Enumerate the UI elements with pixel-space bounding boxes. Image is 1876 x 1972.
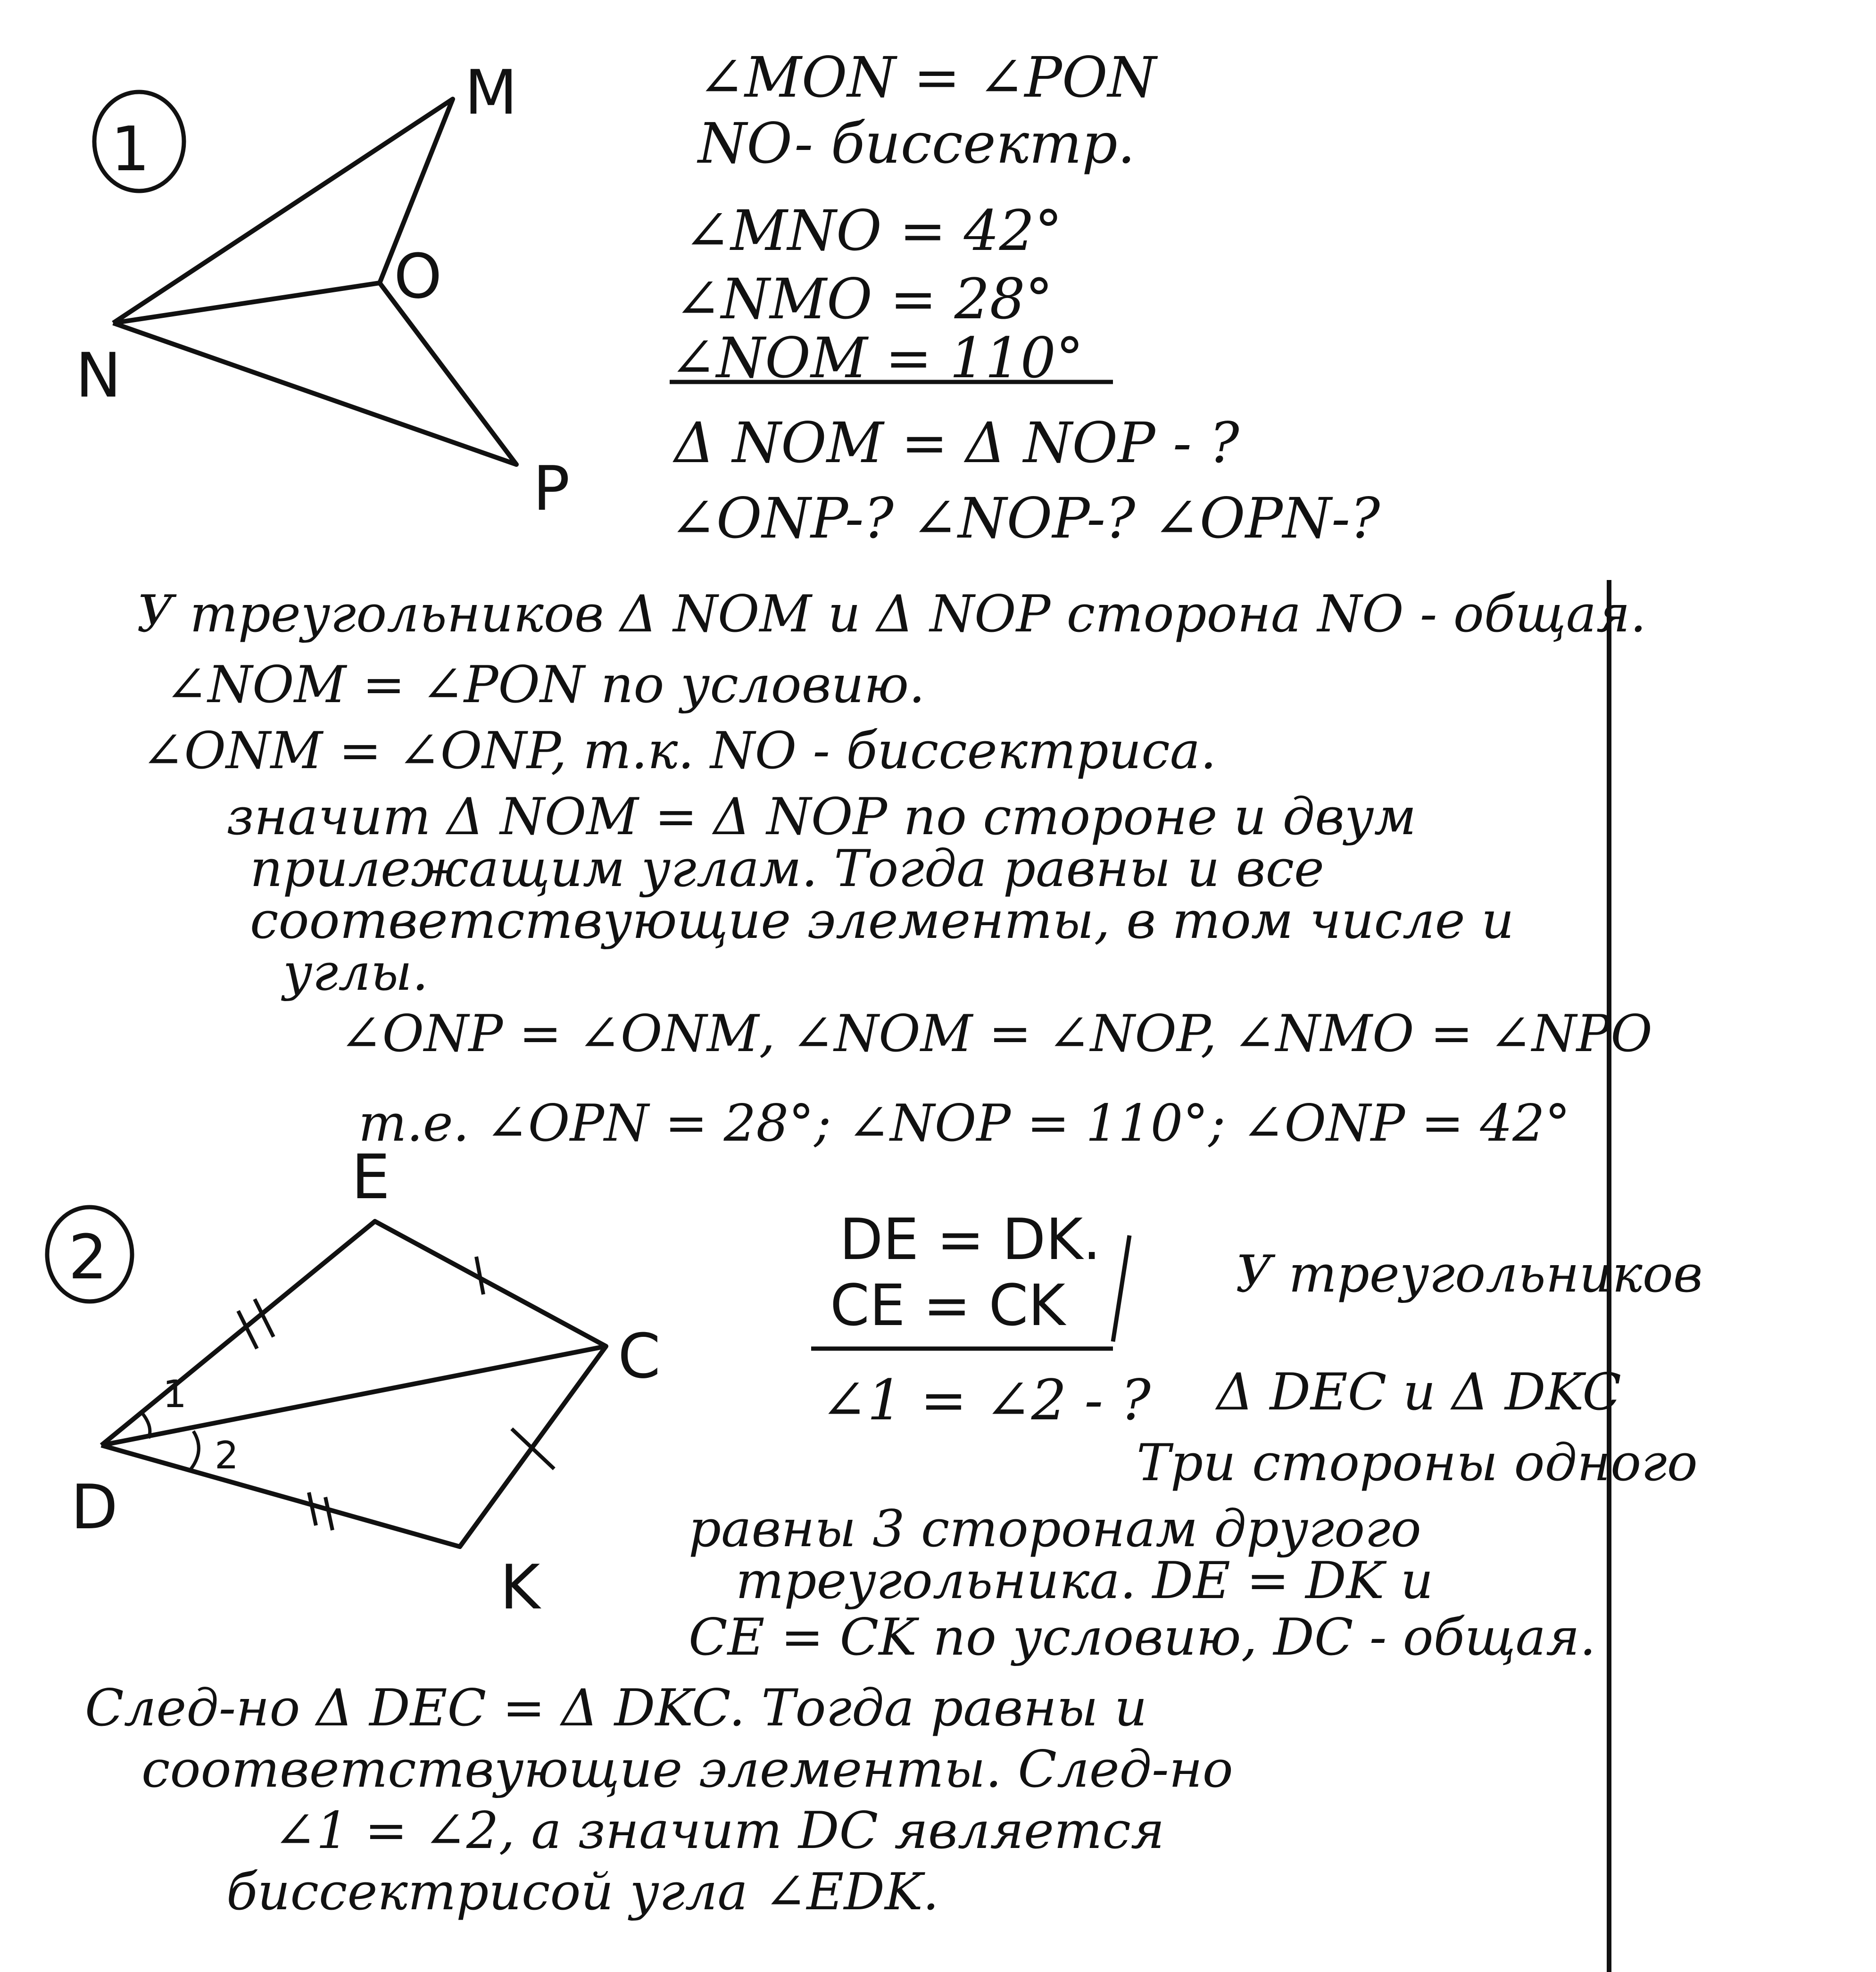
angle-2-arc xyxy=(191,1431,199,1469)
side-text-line: У треугольников xyxy=(1236,1245,1703,1304)
given-line: DE = DK. xyxy=(839,1207,1101,1273)
solution-line: У треугольников Δ NOM и Δ NOP сторона NO - общая. xyxy=(137,585,1646,644)
find-line: ∠1 = ∠2 - ? xyxy=(821,1367,1151,1433)
solution-line: углы. xyxy=(283,943,429,1002)
angle-1-label: 1 xyxy=(163,1372,187,1416)
given-line: ∠NOM = 110° xyxy=(670,325,1084,390)
given-line: NO- биссектр. xyxy=(698,111,1136,176)
point-n-label: N xyxy=(75,340,122,411)
solution-line: равны 3 сторонам другого xyxy=(689,1500,1421,1558)
solution-line: биссектрисой угла ∠EDK. xyxy=(226,1863,939,1922)
find-line: ∠ONP-? ∠NOP-? ∠OPN-? xyxy=(670,486,1380,551)
solution-line: треугольника. DE = DK и xyxy=(736,1551,1434,1610)
point-c-label: C xyxy=(618,1320,661,1392)
point-p-label: P xyxy=(533,453,570,524)
point-e-label: E xyxy=(351,1141,390,1213)
solution-line: ∠NOM = ∠PON по условию. xyxy=(165,655,925,714)
given-line: ∠MON = ∠PON xyxy=(698,45,1156,110)
solution-line: CE = CK по условию, DC - общая. xyxy=(689,1608,1596,1667)
given-line: CE = CK xyxy=(830,1273,1065,1339)
solution-line: След-но Δ DEC = Δ DKC. Тогда равны и xyxy=(85,1679,1147,1738)
solution-line: т.е. ∠OPN = 28°; ∠NOP = 110°; ∠ONP = 42° xyxy=(358,1094,1570,1153)
problem2-number: 2 xyxy=(68,1221,108,1293)
solution-line: Три стороны одного xyxy=(1137,1433,1698,1492)
point-m-label: M xyxy=(465,57,518,128)
point-o-label: O xyxy=(394,240,442,312)
solution-line: ∠1 = ∠2, а значит DC является xyxy=(274,1801,1165,1860)
solution-line: соответствующие элементы, в том числе и xyxy=(250,891,1514,950)
side-text-line: Δ DEC и Δ DKC xyxy=(1217,1363,1621,1422)
problem1-number: 1 xyxy=(111,113,150,185)
tick-dk-1 xyxy=(309,1492,316,1525)
point-d-label: D xyxy=(71,1471,118,1543)
solution-line: ∠ONM = ∠ONP, т.к. NO - биссектриса. xyxy=(141,721,1217,780)
solution-line: ∠ONP = ∠ONM, ∠NOM = ∠NOP, ∠NMO = ∠NPO xyxy=(340,1004,1652,1063)
solution-line: значит Δ NOM = Δ NOP по стороне и двум xyxy=(226,787,1417,846)
point-k-label: K xyxy=(500,1551,540,1623)
given-line: ∠NMO = 28° xyxy=(674,266,1053,331)
given-line: ∠MNO = 42° xyxy=(684,198,1063,263)
solution-line: соответствующие элементы. След-но xyxy=(141,1740,1233,1799)
triangle-nop xyxy=(113,283,516,464)
problem2-given-bracket xyxy=(1113,1235,1129,1342)
tick-dk-2 xyxy=(325,1497,332,1530)
angle-2-label: 2 xyxy=(215,1433,239,1477)
solution-line: прилежащим углам. Тогда равны и все xyxy=(250,839,1324,898)
find-line: Δ NOM = Δ NOP - ? xyxy=(674,410,1239,475)
